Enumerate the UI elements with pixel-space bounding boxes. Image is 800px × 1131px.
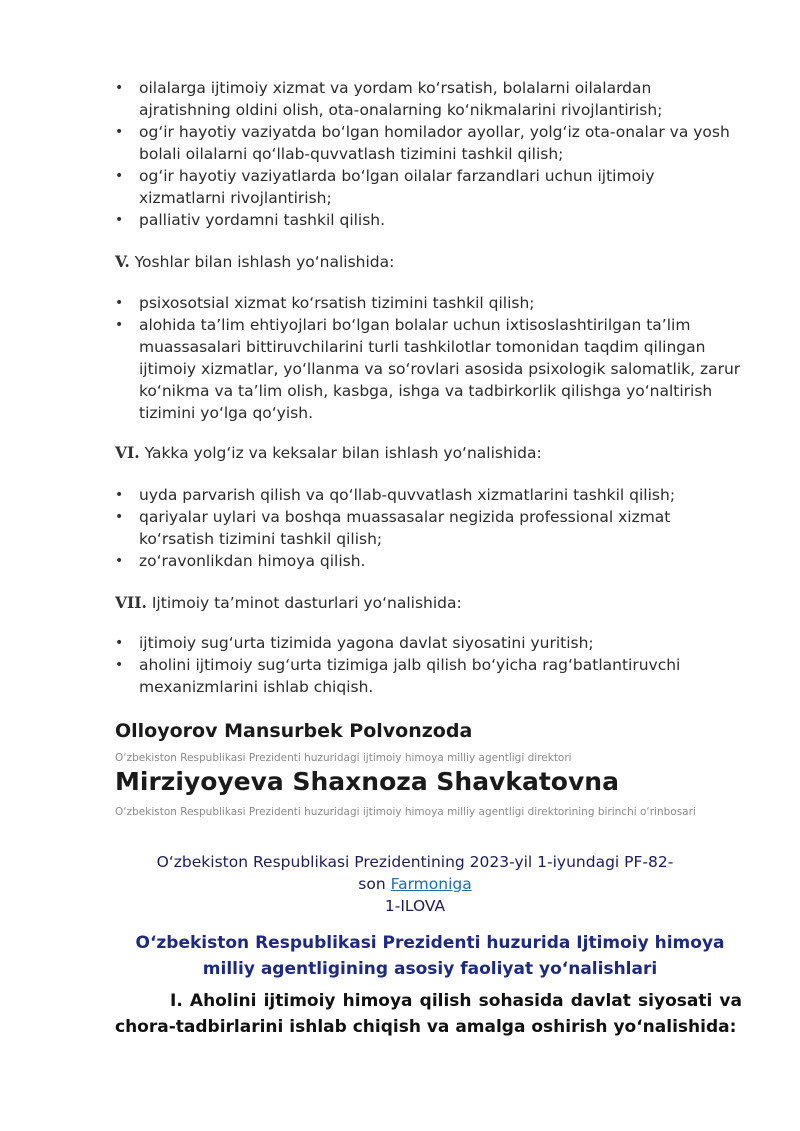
- decree-prefix: son: [358, 875, 391, 893]
- section-heading-text: Ijtimoiy ta’minot dasturlari yo‘nalishida:: [146, 594, 462, 612]
- list-item: • zo‘ravonlikdan himoya qilish.: [115, 550, 745, 572]
- list-item: • og‘ir hayotiy vaziyatlarda bo‘lgan oilalar farzandlari uchun ijtimoiy xizmatlarni rivojlantirish;: [115, 165, 745, 209]
- section-numeral: VII.: [115, 593, 147, 612]
- bullet-list-section-v: [115, 292, 745, 424]
- section-vii-heading: [115, 592, 745, 614]
- document-title: O‘zbekiston Respublikasi Prezidenti huzurida Ijtimoiy himoya milliy agentligining asosiy faoliyat yo‘nalishlari: [135, 933, 725, 979]
- list-item: • qariyalar uylari va boshqa muassasalar negizida professional xizmat ko‘rsatish tizimini tashkil qilish;: [115, 506, 745, 550]
- list-item: • ijtimoiy sug‘urta tizimida yagona davlat siyosatini yuritish;: [115, 632, 745, 654]
- farmon-link[interactable]: Farmoniga: [390, 875, 472, 893]
- bullet-list-section-vi: [115, 484, 745, 572]
- list-item: • oilalarga ijtimoiy xizmat va yordam ko‘rsatish, bolalarni oilalardan ajratishning oldini olish, ota-onalarning ko‘nikmalarini rivojlantirish;: [115, 77, 745, 121]
- list-item: • og‘ir hayotiy vaziyatda bo‘lgan homilador ayollar, yolg‘iz ota-onalar va yosh bolali oilalarni qo‘llab-quvvatlash tizimini tashkil qilish;: [115, 121, 745, 165]
- section-heading-text: Yoshlar bilan ishlash yo‘nalishida:: [129, 253, 395, 271]
- list-item: • uyda parvarish qilish va qo‘llab-quvvatlash xizmatlarini tashkil qilish;: [115, 484, 745, 506]
- list-item: • aholini ijtimoiy sug‘urta tizimiga jalb qilish bo‘yicha rag‘batlantiruvchi mexanizmlarini ishlab chiqish.: [115, 654, 745, 698]
- official-name-first-deputy: Mirziyoyeva Shaxnoza Shavkatovna: [115, 767, 619, 796]
- decree-line-link: [130, 873, 700, 895]
- bullet-list-top: [115, 77, 745, 231]
- official-title-director: O‘zbekiston Respublikasi Prezidenti huzuridagi ijtimoiy himoya milliy agentligi direktori: [115, 752, 572, 764]
- section-heading-text: Yakka yolg‘iz va keksalar bilan ishlash yo‘nalishida:: [139, 444, 542, 462]
- section-v-heading: [115, 251, 745, 273]
- annex-label: 1-ILOVA: [384, 897, 446, 915]
- official-title-first-deputy: O‘zbekiston Respublikasi Prezidenti huzuridagi ijtimoiy himoya milliy agentligi direktorining birinchi o‘rinbosari: [115, 806, 696, 818]
- bullet-list-section-vii: [115, 632, 745, 698]
- section-vi-heading: [115, 442, 745, 464]
- section-i-heading: I. Aholini ijtimoiy himoya qilish sohasida davlat siyosati va chora-tadbirlarini ishlab chiqish va amalga oshirish yo‘nalishida:: [115, 991, 742, 1037]
- decree-reference: [130, 851, 700, 917]
- decree-line: O‘zbekiston Respublikasi Prezidentining 2023-yil 1-iyundagi PF-82-: [156, 853, 674, 871]
- section-numeral: V.: [115, 252, 130, 271]
- official-name-director: Olloyorov Mansurbek Polvonzoda: [115, 720, 473, 742]
- list-item: • palliativ yordamni tashkil qilish.: [115, 209, 745, 231]
- list-item: • alohida ta’lim ehtiyojlari bo‘lgan bolalar uchun ixtisoslashtirilgan ta’lim muassasalari bittiruvchilarini turli tashkilotlar tomonidan taqdim qilingan ijtimoiy xizmatlar, yo‘llanma va so‘rovlari asosida psixologik salomatlik, zarur ko‘nikma va ta’lim olish, kasbga, ishga va tadbirkorlik qilishga yo‘naltirish tizimini yo‘lga qo‘yish.: [115, 314, 745, 424]
- section-numeral: VI.: [115, 443, 140, 462]
- list-item: • psixosotsial xizmat ko‘rsatish tizimini tashkil qilish;: [115, 292, 745, 314]
